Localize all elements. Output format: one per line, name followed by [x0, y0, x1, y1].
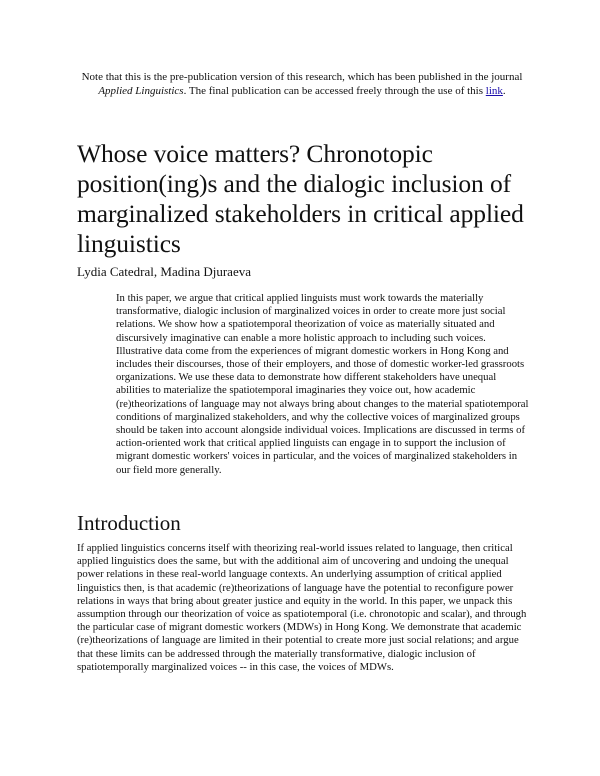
publication-link[interactable]: link — [485, 85, 503, 97]
paper-title: Whose voice matters? Chronotopic position(ing)s and the dialogic inclusion of marginalized stakeholders in critical applied linguistics — [77, 139, 524, 258]
note-text: Note that this is the pre-publication version of this research, which has been published in the journal — [81, 71, 523, 83]
note-text-continued: . The final publication can be accessed freely through the use of this — [183, 85, 486, 97]
note-end: . — [502, 85, 506, 97]
introduction-heading: Introduction — [77, 511, 181, 535]
abstract: In this paper, we argue that critical applied linguists must work towards the materially transformative, dialogic inclusion of marginalized voices in order to create more just social relations. We show how a spatiotemporal theorization of voice as materially situated and discursively imaginative can enable a more holistic approach to including such voices. Illustrative data come from the experiences of migrant domestic workers in Hong Kong and includes their discourses, those of their employers, and those of domestic worker-led grassroots organizations. We use these data to demonstrate how different stakeholders have unequal abilities to materialize the spatiotemporal imaginaries they voice out, how academic (re)theorizations of language may not always bring about changes to the material spatiotemporal conditions of marginalized stakeholders, and why the collective voices of marginalized groups should be taken into account alongside individual voices. Implications are discussed in terms of action-oriented work that critical applied linguists can engage in to support the inclusion of migrant domestic workers' voices in particular, and the voices of marginalized stakeholders in our field more generally. — [116, 292, 529, 476]
journal-name: Applied Linguistics — [98, 85, 184, 97]
prepublication-note — [72, 70, 532, 98]
introduction-paragraph: If applied linguistics concerns itself with theorizing real-world issues related to language, then critical applied linguistics does the same, but with the additional aim of uncovering and undoing the unequal power relations in these real-world language contexts. An underlying assumption of critical applied linguistics then, is that academic (re)theorizations of language have the potential to reconfigure power relations in ways that bring about greater justice and equity in the world. In this paper, we unpack this assumption through our theorization of voice as spatiotemporal (i.e. chronotopic and scalar), and through the particular case of migrant domestic workers (MDWs) in Hong Kong. We demonstrate that academic (re)theorizations of language are limited in their potential to create more just social relations; and argue that these limits can be addressed through the materially transformative, dialogic inclusion of spatiotemporally marginalized voices -- in this case, the voices of MDWs. — [77, 542, 527, 673]
author-list: Lydia Catedral, Madina Djuraeva — [77, 264, 251, 279]
